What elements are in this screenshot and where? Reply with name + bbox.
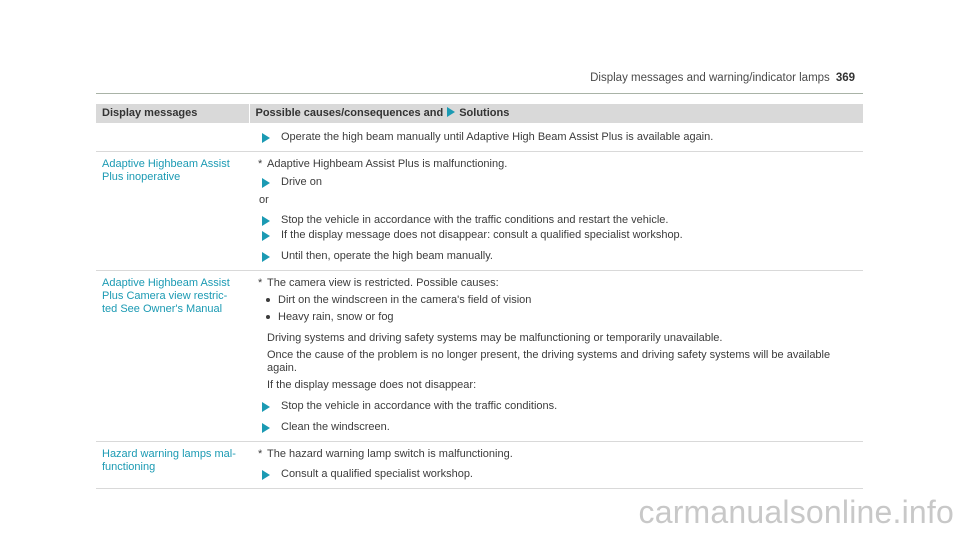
info-paragraph: Once the cause of the problem is no longer present, the driving systems and driving safety systems will be available again. [267, 349, 831, 374]
solution-step [281, 176, 857, 189]
info-paragraph: If the display message does not disappear: [267, 379, 477, 391]
solution-step [281, 421, 857, 434]
table-row [96, 123, 863, 152]
solution-step [281, 131, 857, 144]
display-message-line: ted See Owner's Manual [102, 303, 223, 315]
message-cell [96, 152, 249, 271]
asterisk-mark: * [258, 277, 263, 289]
cause-bullet [268, 294, 857, 307]
triangle-right-icon [262, 133, 270, 143]
step-text: Stop the vehicle in accordance with the traffic conditions. [281, 400, 558, 412]
triangle-right-icon [262, 402, 270, 412]
solution-cell [249, 123, 863, 152]
col-header-solutions: Solutions [459, 107, 510, 119]
asterisk-mark: * [258, 158, 263, 170]
triangle-right-icon [262, 231, 270, 241]
triangle-right-icon [262, 178, 270, 188]
display-messages-table [96, 104, 863, 489]
header-title: Display messages and warning/indicator lamps [590, 72, 830, 84]
solution-step [281, 250, 857, 263]
solution-step [281, 468, 857, 481]
triangle-right-icon [262, 470, 270, 480]
display-message: Adaptive Highbeam Assist Plus inoperative [102, 158, 230, 183]
col-header-display-messages: Display messages [96, 104, 249, 123]
cause-text: The hazard warning lamp switch is malfunctioning. [267, 448, 513, 460]
bullet-icon [266, 298, 270, 302]
step-text: Operate the high beam manually until Adaptive High Beam Assist Plus is available again. [281, 131, 714, 143]
step-text: Consult a qualified specialist workshop. [281, 468, 473, 480]
display-message-line: Hazard warning lamps mal- [102, 448, 236, 460]
bullet-icon [266, 315, 270, 319]
solution-cell [249, 271, 863, 442]
table-row [96, 152, 863, 271]
triangle-right-icon [262, 216, 270, 226]
page-header [96, 72, 863, 94]
display-message-line: Plus Camera view restric- [102, 290, 228, 302]
triangle-right-icon [447, 107, 455, 117]
table-row [96, 442, 863, 489]
solution-step [281, 400, 857, 413]
cause-bullet [268, 311, 857, 324]
solution-cell [249, 152, 863, 271]
asterisk-mark: * [258, 448, 263, 460]
col-header-causes: Possible causes/consequences and [255, 107, 444, 119]
solution-step [281, 214, 857, 227]
step-text: Clean the windscreen. [281, 421, 390, 433]
step-text: Until then, operate the high beam manually. [281, 250, 493, 262]
step-text: Drive on [281, 176, 322, 188]
or-label: or [259, 194, 269, 206]
col-header-causes-solutions [249, 104, 863, 123]
header-title-block [590, 72, 855, 84]
cause-line [258, 448, 857, 461]
solution-cell [249, 442, 863, 489]
solution-step [281, 229, 857, 242]
table-header-row [96, 104, 863, 123]
bullet-text: Heavy rain, snow or fog [278, 311, 394, 323]
display-message-line: Adaptive Highbeam Assist [102, 277, 230, 289]
table-row [96, 271, 863, 442]
cause-text: Adaptive Highbeam Assist Plus is malfunctioning. [267, 158, 508, 170]
triangle-right-icon [262, 423, 270, 433]
message-cell [96, 271, 249, 442]
page-number: 369 [835, 72, 855, 84]
message-cell [96, 442, 249, 489]
cause-text: The camera view is restricted. Possible causes: [267, 277, 499, 289]
triangle-right-icon [262, 252, 270, 262]
step-text: If the display message does not disappear: consult a qualified specialist workshop. [281, 229, 683, 241]
step-text: Stop the vehicle in accordance with the traffic conditions and restart the vehicle. [281, 214, 669, 226]
message-cell [96, 123, 249, 152]
display-message-line: functioning [102, 461, 156, 473]
bullet-text: Dirt on the windscreen in the camera's field of vision [278, 294, 532, 306]
cause-line [258, 277, 857, 290]
info-paragraph: Driving systems and driving safety systems may be malfunctioning or temporarily unavailable. [267, 332, 723, 344]
cause-line [258, 158, 857, 171]
watermark: carmanualsonline.info [638, 494, 954, 530]
